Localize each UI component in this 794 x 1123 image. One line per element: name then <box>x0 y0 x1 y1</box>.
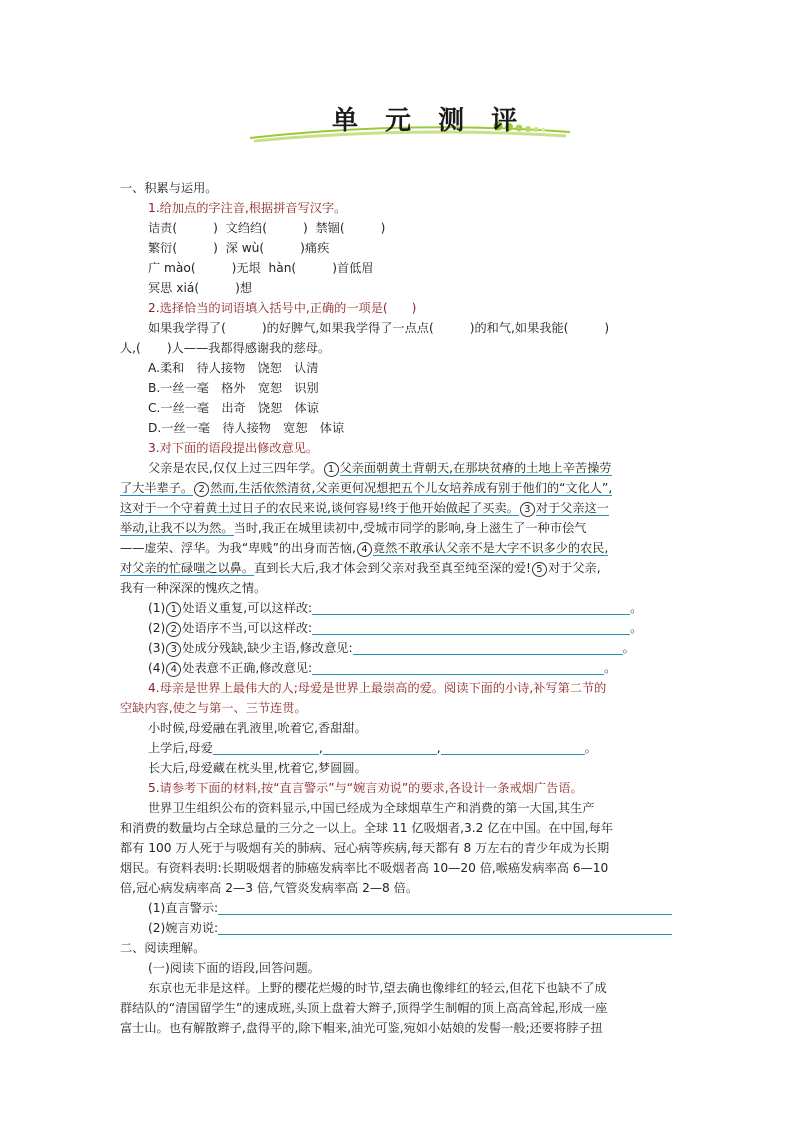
question-3-prompt: 3.对下面的语段提出修改意见。 <box>148 441 319 455</box>
q3-sub-1 <box>120 598 680 618</box>
poem-line-3: 长大后,母爱藏在枕头里,枕着它,梦圆圆。 <box>148 761 367 775</box>
circled-number: 1 <box>166 602 181 617</box>
question-2-text-line-1 <box>120 318 680 338</box>
q1-item: ) <box>380 221 386 235</box>
reading-instruction: (一)阅读下面的语段,回答问题。 <box>148 961 320 975</box>
page-title: 单 元 测 评 <box>332 106 527 136</box>
q1-item: )痛疾 <box>300 241 330 255</box>
q2-text: )的好脾气,如果我学得了一点点( <box>261 321 434 335</box>
q3-passage-line-1 <box>120 458 680 478</box>
reading-passage-line-2: 群结队的“清国留学生”的速成班,头顶上盘着大辫子,顶得学生制帽的顶上高高耸起,形成一座 <box>120 1001 608 1015</box>
question-2-text-line-2 <box>120 338 680 358</box>
poem-text: , <box>436 741 441 755</box>
q3-sub-2 <box>120 618 680 638</box>
question-1-row-3 <box>120 258 680 278</box>
q3-text: 父亲是农民,仅仅上过三四年学。 <box>148 461 323 475</box>
q3-passage-line-5 <box>120 538 680 558</box>
poem-line-1: 小时候,母爱融在乳液里,吮着它,香甜甜。 <box>148 721 367 735</box>
q3-sub-end: 。 <box>604 661 617 675</box>
q3-text: 然而,生活依然清贫,父亲更何况想把五个儿女培养成有别于他们的“文化人”, <box>210 481 613 495</box>
q2-text: 如果我学得了( <box>148 321 226 335</box>
q3-text: 了大半辈子。 <box>120 481 194 495</box>
answer-line[interactable] <box>312 600 630 615</box>
answer-line[interactable] <box>353 640 623 655</box>
q1-item: 禁锢( <box>315 221 345 235</box>
q3-sub-end: 。 <box>630 601 643 615</box>
q3-text: 当时,我正在城里读初中,受城市同学的影响,身上滋生了一种市侩气 <box>233 521 587 535</box>
q3-text: 这对于一个守着黄土过日子的农民来说,谈何容易!终于他开始做起了买卖。 <box>120 501 519 515</box>
section-heading-1: 一、积累与运用。 <box>120 181 218 195</box>
q5-answer-2 <box>120 918 680 938</box>
q1-item: ) <box>302 221 308 235</box>
q1-item: )无垠 <box>231 261 261 275</box>
question-5-prompt: 5.请参考下面的材料,按“直言警示”与“婉言劝说”的要求,各设计一条戒烟广告语。 <box>148 781 583 795</box>
q1-item: )首低眉 <box>332 261 374 275</box>
q1-item: ) <box>213 241 218 255</box>
worksheet-body <box>120 178 680 1038</box>
question-2-option-c: C.一丝一毫 出奇 饶恕 体谅 <box>148 401 319 415</box>
question-1-row-2 <box>120 238 680 258</box>
q3-text: 举动,让我不以为然。 <box>120 521 234 535</box>
question-1-prompt: 1.给加点的字注音,根据拼音写汉字。 <box>148 201 347 215</box>
q1-item: 广 mào( <box>148 261 196 275</box>
answer-line[interactable] <box>441 740 585 755</box>
question-2-option-b: B.一丝一毫 格外 宽恕 识别 <box>148 381 319 395</box>
q1-item: ) <box>213 221 218 235</box>
circled-number: 4 <box>166 662 181 677</box>
circled-number: 3 <box>520 502 535 517</box>
section-heading-2: 二、阅读理解。 <box>120 941 206 955</box>
q3-sub-text: 处表意不正确,修改意见: <box>182 661 313 675</box>
q3-sub-text: 处语义重复,可以这样改: <box>182 601 313 615</box>
q3-sub-3 <box>120 638 680 658</box>
question-1-row-1 <box>120 218 680 238</box>
reading-passage-line-3: 富士山。也有解散辫子,盘得平的,除下帽来,油光可鉴,宛如小姑娘的发髻一般;还要将脖子扭 <box>120 1021 603 1035</box>
q1-item: 诘责( <box>148 221 178 235</box>
q5-answer-1 <box>120 898 680 918</box>
circled-number: 4 <box>357 542 372 557</box>
title-banner <box>240 96 580 146</box>
q5-material-line-1: 世界卫生组织公布的资料显示,中国已经成为全球烟草生产和消费的第一大国,其生产 <box>148 801 595 815</box>
circled-number: 3 <box>166 642 181 657</box>
q3-sub-text: 处成分残缺,缺少主语,修改意见: <box>182 641 353 655</box>
q2-prompt-end: ) <box>411 301 417 315</box>
circled-number: 1 <box>324 462 339 477</box>
q3-text: 对父亲的忙碌嗤之以鼻。 <box>120 561 255 575</box>
q2-text: )的和气,如果我能( <box>469 321 569 335</box>
question-2-prompt <box>120 298 680 318</box>
q3-sub-num: (1) <box>148 601 166 615</box>
q1-item: 繁衍( <box>148 241 178 255</box>
reading-passage-line-1: 东京也无非是这样。上野的樱花烂熳的时节,望去确也像绯红的轻云,但花下也缺不了成 <box>148 981 607 995</box>
q3-text: 竟然不敢承认父亲不是大字不识多少的农民, <box>372 541 609 555</box>
q5-material-line-3: 都有 100 万人死于与吸烟有关的肺病、冠心病等疾病,每天都有 8 万左右的青少年成为长期 <box>120 841 610 855</box>
q1-item: 深 wù( <box>225 241 265 255</box>
question-4-prompt-line-1: 4.母亲是世界上最伟大的人;母爱是世界上最崇高的爱。阅读下面的小诗,补写第二节的 <box>148 681 607 695</box>
poem-line-2 <box>120 738 680 758</box>
circled-number: 2 <box>166 622 181 637</box>
q2-text: )人——我都得感谢我的慈母。 <box>166 341 331 355</box>
question-1-row-4 <box>120 278 680 298</box>
answer-line[interactable] <box>218 900 672 915</box>
q5-material-line-2: 和消费的数量均占全球总量的三分之一以上。全球 11 亿吸烟者,3.2 亿在中国。在中国,每年 <box>120 821 614 835</box>
q3-text: 父亲面朝黄土背朝天,在那块贫瘠的土地上辛苦操劳 <box>339 461 612 475</box>
q3-text: 直到长大后,我才体会到父亲对我至真至纯至深的爱! <box>254 561 531 575</box>
q3-text: 对于父亲这一 <box>535 501 609 515</box>
q1-item: 冥思 xiá( <box>148 281 200 295</box>
q3-passage-line-7: 我有一种深深的愧疚之情。 <box>120 581 267 595</box>
q3-text: 对于父亲, <box>547 561 601 575</box>
q3-sub-num: (4) <box>148 661 166 675</box>
answer-line[interactable] <box>323 740 437 755</box>
q2-prompt-text: 2.选择恰当的词语填入括号中,正确的一项是( <box>148 301 388 315</box>
q2-text: 人,( <box>120 341 141 355</box>
poem-text: 上学后,母爱 <box>148 741 213 755</box>
q5-material-line-5: 倍,冠心病发病率高 2—3 倍,气管炎发病率高 2—8 倍。 <box>120 881 419 895</box>
q3-text: ——虚荣、浮华。为我“卑贱”的出身而苦恼, <box>120 541 356 555</box>
q1-item: hàn( <box>268 261 297 275</box>
circled-number: 2 <box>194 482 209 497</box>
poem-text: , <box>318 741 323 755</box>
q3-sub-4 <box>120 658 680 678</box>
question-2-option-d: D.一丝一毫 待人接物 宽恕 体谅 <box>148 421 345 435</box>
answer-line[interactable] <box>218 920 672 935</box>
q3-sub-num: (3) <box>148 641 166 655</box>
q3-sub-num: (2) <box>148 621 166 635</box>
q3-sub-end: 。 <box>630 621 643 635</box>
answer-line[interactable] <box>312 660 604 675</box>
q5-answer-label: (1)直言警示: <box>148 901 219 915</box>
poem-text: 。 <box>584 741 597 755</box>
question-4-prompt-line-2: 空缺内容,使之与第一、三节连贯。 <box>120 701 307 715</box>
answer-line[interactable] <box>312 620 630 635</box>
q3-passage-line-2 <box>120 478 680 498</box>
q5-material-line-4: 烟民。有资料表明:长期吸烟者的肺癌发病率比不吸烟者高 10—20 倍,喉癌发病率高 6—10 <box>120 861 609 875</box>
q5-answer-label: (2)婉言劝说: <box>148 921 219 935</box>
q3-passage-line-6 <box>120 558 680 578</box>
circled-number: 5 <box>532 562 547 577</box>
q1-item: )想 <box>235 281 253 295</box>
q3-passage-line-4 <box>120 518 680 538</box>
q3-sub-end: 。 <box>622 641 635 655</box>
q2-text: ) <box>604 321 610 335</box>
q3-passage-line-3 <box>120 498 680 518</box>
q3-sub-text: 处语序不当,可以这样改: <box>182 621 313 635</box>
q1-item: 文绉绉( <box>225 221 267 235</box>
question-2-option-a: A.柔和 待人接物 饶恕 认清 <box>148 361 319 375</box>
answer-line[interactable] <box>213 740 319 755</box>
